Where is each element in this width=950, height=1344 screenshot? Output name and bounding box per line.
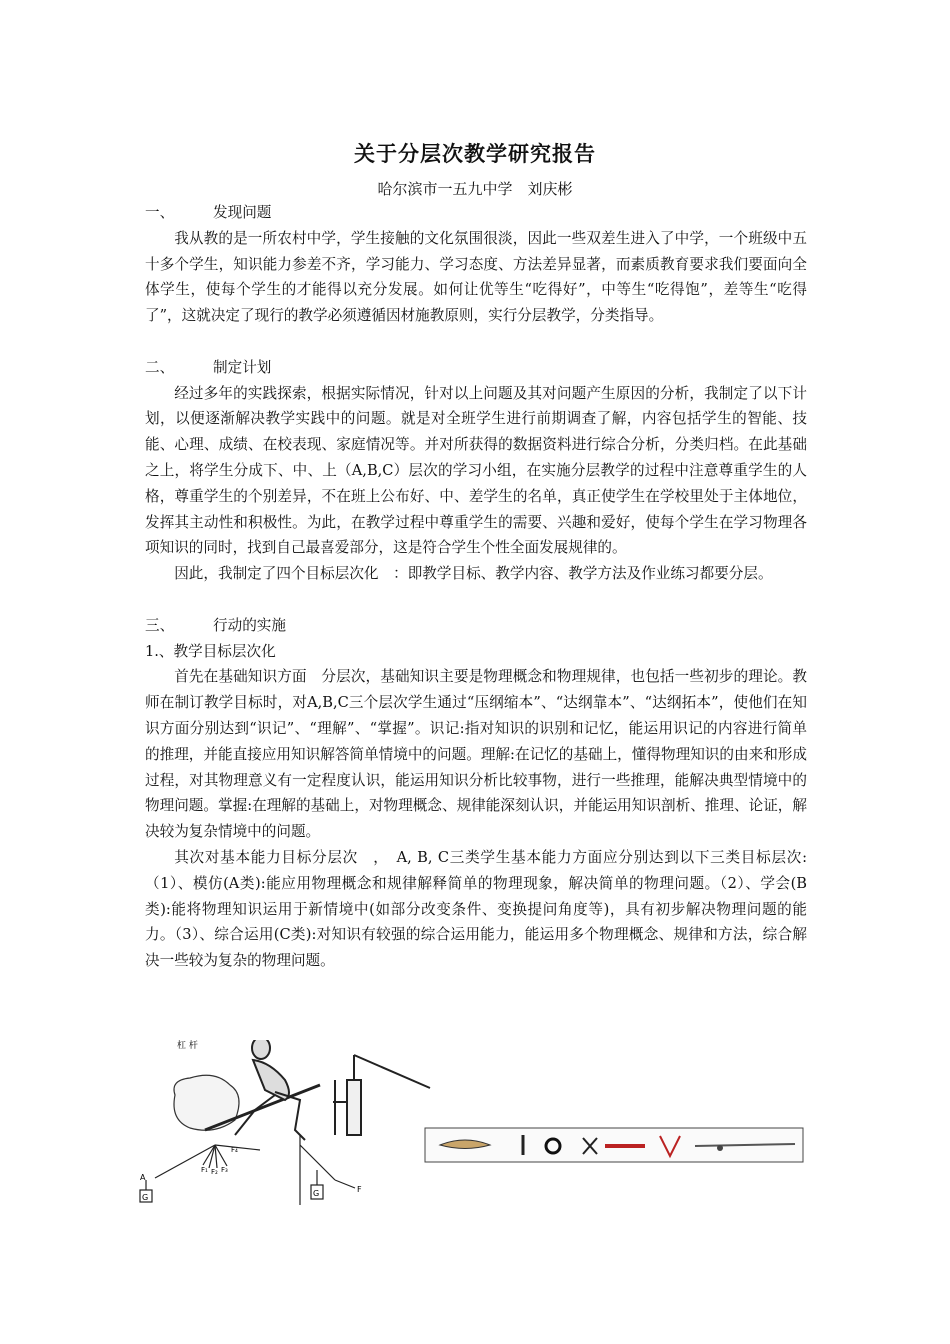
svg-text:F₂: F₂: [211, 1168, 218, 1176]
lever-label: 杠 杆: [177, 1041, 198, 1051]
paragraph: 我从教的是一所农村中学，学生接触的文化氛围很淡，因此一些双差生进入了中学，一个班级中五十多个学生，知识能力参差不齐，学习能力、学习态度、方法差异显著，而素质教育要求我们要面向全体学生，使每个学生的才能得以充分发展。如何让优等生“吃得好”，中等生“吃得饱”，差等生“吃得了”，这就决定了现行的教学必须遵循因材施教原则，实行分层教学，分类指导。: [145, 229, 807, 325]
tools-strip: [425, 1128, 803, 1162]
paragraph: 经过多年的实践探索，根据实际情况，针对以上问题及其对问题产生原因的分析，我制定了以下计划，以便逐渐解决教学实践中的问题。就是对全班学生进行前期调查了解，内容包括学生的智能、技能、心理、成绩、在校表现、家庭情况等。并对所获得的数据资料进行综合分析，分类归档。在此基础之上，将学生分成下、中、上（A,B,C）层次的学习小组，在实施分层教学的过程中注意尊重学生的人格，尊重学生的个别差异，不在班上公布好、中、差学生的名单，真正使学生在学校里处于主体地位，发挥其主动性和积极性。为此，在教学过程中尊重学生的需要、兴趣和爱好，使每个学生在学习物理各项知识的同时，找到自己最喜爱部分，这是符合学生个性全面发展规律的。: [145, 384, 807, 557]
lever-figures: [135, 1040, 815, 1220]
force-diagram: [140, 1145, 260, 1202]
g-label-1: G: [142, 1193, 149, 1202]
wall-lever-diagram: [300, 1135, 355, 1205]
paragraph: 其次对基本能力目标分层次 ， A, B, C三类学生基本能力方面应分别达到以下三类目标层次:（1）、模仿(A类):能应用物理概念和规律解释简单的物理现象，解决简单的物理问题。（2）、学会(B类):能将物理知识运用于新情境中(如部分改变条件、变换提问角度等)，具有初步解决物理问题的能力。（3）、综合运用(C类):对知识有较强的综合运用能力，能运用多个物理概念、规律和方法，综合解决一些较为复杂的物理问题。: [145, 848, 807, 970]
pump-drawing: [333, 1055, 430, 1135]
section-heading-1: 一、 发现问题: [145, 204, 272, 221]
lever-illustration: [135, 1040, 815, 1220]
worker-drawing: [235, 1040, 305, 1140]
f-label: F: [357, 1185, 362, 1194]
svg-text:F₄: F₄: [231, 1146, 238, 1154]
subsection-heading: 1.、教学目标层次化: [145, 642, 276, 660]
paragraph: 首先在基础知识方面 分层次，基础知识主要是物理概念和物理规律，也包括一些初步的理论。教师在制订教学目标时，对A,B,C三个层次学生通过“压纲缩本”、“达纲靠本”、“达纲拓本”，使他们在知识方面分别达到“识记”、“理解”、“掌握”。识记:指对知识的识别和记忆，能运用识记的内容进行简单的推理，并能直接应用知识解答简单情境中的问题。理解:在记忆的基础上，懂得物理知识的由来和形成过程，对其物理意义有一定程度认识，能运用知识分析比较事物，进行一些推理，能解决典型情境中的物理问题。掌握:在理解的基础上，对物理概念、规律能深刻认识，并能运用知识剖析、推理、论证，解决较为复杂情境中的问题。: [145, 668, 807, 841]
a-label: A: [140, 1173, 146, 1182]
svg-text:F₃: F₃: [221, 1166, 228, 1174]
g-label-2: G: [313, 1189, 320, 1198]
svg-text:F₁: F₁: [201, 1166, 208, 1174]
section-heading-3: 三、 行动的实施: [145, 616, 286, 634]
section-heading-2: 二、 制定计划: [145, 358, 272, 376]
page-title: 关于分层次教学研究报告: [354, 142, 596, 166]
document-body: [145, 200, 807, 974]
author-line: 哈尔滨市一五九中学 刘庆彬: [377, 180, 573, 198]
paragraph: 因此，我制定了四个目标层次化 ：即教学目标、教学内容、教学方法及作业练习都要分层。: [174, 565, 773, 583]
